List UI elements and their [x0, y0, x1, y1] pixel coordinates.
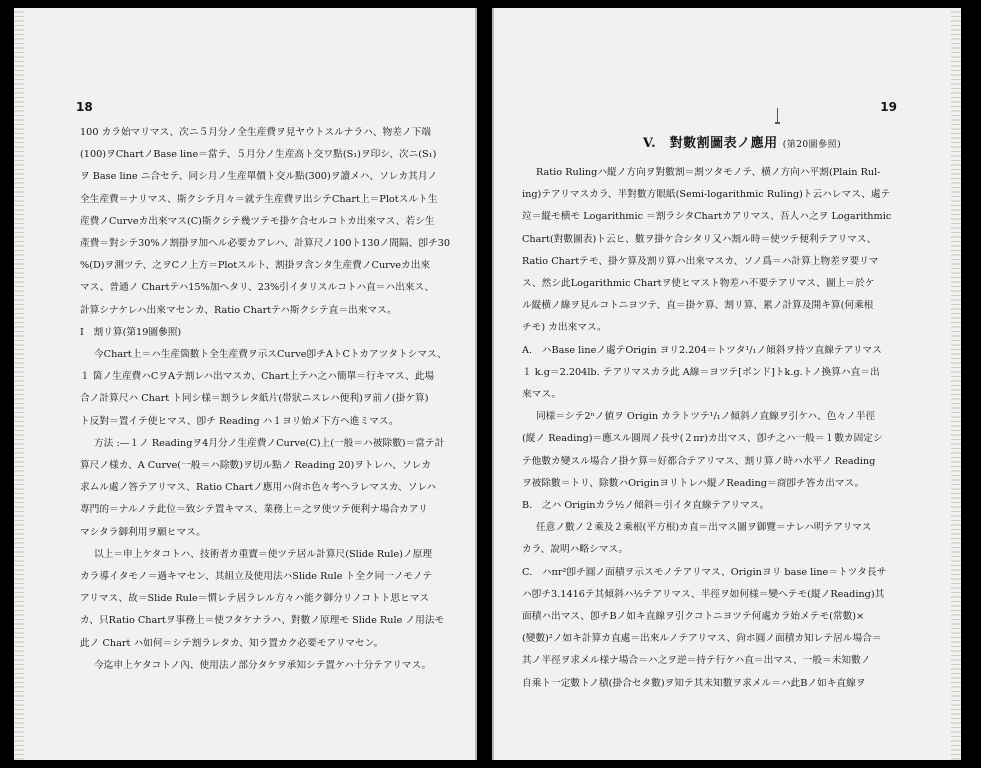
chapter-heading	[562, 132, 922, 151]
section-heading: I 割リ算(第19圖參照)	[80, 326, 182, 338]
text-line: 求ムル處ノ答テアリマス、Ratio Chartノ應用ハ尙ホ色々考ヘラレマスカ、ソレハ	[80, 482, 437, 494]
text-line: 以上＝申上ケタコトハ、技術者カ重寶＝使ツテ居ル計算尺(Slide Rule)ノ原理	[94, 548, 433, 560]
text-line: A. ハBase lineノ處テOrigin ヨリ2.204＝トツタ¹/₁ノ傾斜ヲ持ツ直線テアリマス	[522, 344, 882, 356]
text-line: 此ノ Chart ハ如何＝シテ割ラレタカ、知ラ置カク必要モアリマセン。	[80, 637, 384, 649]
scan-mark-icon	[777, 108, 778, 124]
text-line: ヲ被除數＝トリ、除數ハOriginヨリトレハ縦ノReading＝商卽チ答カ出マス。	[522, 477, 865, 489]
text-line: 產費＝對シテ30%ノ割掛ヲ加ヘル必要カアレハ、計算尺ノ100ト130ノ間隔、卽チ30	[80, 238, 451, 250]
text-line: 産費ノCurveカ出來マス(C)斯クシテ幾ツテモ掛ケ合セルコトカ出來マス、若シ生	[80, 215, 435, 227]
text-line: １ 箇ノ生産費ハCヲAテ割レハ出マスカ、Chart上テハ之ハ簡單＝行キマス、此場	[80, 371, 435, 383]
text-line: 合ノ計算尺ハ Chart ト同シ様＝割ラレタ紙片(帯狀ニスレハ便利)ヲ前ノ(掛ケ算)	[80, 393, 429, 405]
text-line: 方法 :—１ノ Readingヲ4月分ノ生産費ノCurve(C)上(一般＝ハ被除數)＝當テ計	[94, 437, 445, 449]
text-line: 面積ハ出マス、卽チBノ如キ直線ヲ引クコトニヨツテ何處カラ始メテモ(常數)×	[522, 611, 865, 623]
text-line: カラ、說明ハ略シマス。	[522, 544, 629, 556]
body-text	[522, 162, 927, 695]
text-line: (100)ヲChartノBase line＝當テ、５月分ノ生産高ト交ワ點(S₁)ヲ印シ、次ニ(S₁)	[80, 149, 437, 161]
text-line: Ratio Chartテモ、掛ケ算及割リ算ハ出來マスカ、ソノ爲＝ハ計算上物差ヲ要リマ	[522, 255, 879, 267]
text-line: ハ卽チ3.1416テ其傾斜ハ½テアリマス、半徑ヲ如何様＝變ヘテモ(縦ノReading)其	[522, 588, 885, 600]
text-line: アリマス、故＝Slide Rule＝慣レテ居ラレル方々ハ能ク御分リノコトト思ヒマス	[80, 593, 430, 605]
body-text	[80, 122, 472, 677]
text-line: ヲ Base line ニ合セテ、同シ月ノ生産單價ト交ル點(300)ヲ讀メハ、ソレカ其月ノ	[80, 171, 438, 183]
gutter-shadow	[492, 8, 494, 760]
text-line: 同様＝シテ2ⁿノ値ヲ Origin カラトツテ¹/₁ノ傾斜ノ直線ヲ引ケハ、色々ノ半徑	[536, 411, 876, 423]
page-number: 18	[76, 100, 93, 114]
text-line: 100 カラ始マリマス、次ニ５月分ノ全生産費ヲ見ヤウトスルナラハ、物差ノ下端	[80, 127, 431, 138]
text-line: 其ノ半徑ヲ求メル様ナ場合＝ハ之ヲ逆＝持テ行ケハ直＝出マス、一般＝未知數ノ	[522, 655, 871, 667]
page-edge	[951, 8, 961, 760]
text-line: C. ハπr²卽チ圓ノ面積ヲ示スモノテアリマス、Originヨリ base line＝トツタ長サ	[522, 566, 887, 578]
text-line: 今Chart上＝ハ生産箇數ト全生産費ヲ示スCurve卽チAトCトカアツタトシマス、	[94, 349, 447, 361]
text-line: %(D)ヲ測ツテ、之ヲCノ上方＝Plotスルト、割掛ヲ含ンタ生産費ノCurveカ出來	[80, 260, 431, 272]
text-line: 專門的＝ナルノテ此位＝致シテ置キマス、業務上＝之ヲ使ツテ便利ナ場合カアリ	[80, 504, 428, 516]
text-line: 算尺ノ様カ、A Curve(一般＝ハ除數)ヲ切ル點ノ Reading 20)ヲトレハ、ソレカ	[80, 460, 432, 472]
text-line: 任意ノ數ノ２乘及２乘根(平方根)カ直＝出マス圖ヲ御覽＝ナレハ明テアリマス	[536, 522, 872, 534]
text-line: 來マス。	[522, 389, 562, 401]
text-line: マス、普通ノ Chartテハ15%加ヘタリ、23%引イタリスルコトハ直＝ハ出來ス、	[80, 282, 435, 294]
text-line: １ k.g＝2.204lb. テアリマスカラ此 A線＝ヨツテ[ポンド]トk.g.トノ換算ハ直＝出	[522, 366, 880, 378]
text-line: 全生産費＝ナリマス、斯クシテ月々＝就テ生産費ヲ出シテChart上＝Plotスルト生	[80, 193, 438, 205]
text-line: カ、只Ratio Chartヲ事務上＝使フタケナラハ、對數ノ原理モ Slide Rule ノ用法モ	[80, 615, 445, 627]
left-page	[14, 8, 477, 760]
text-line: Ratio Rulingハ縦ノ方向ヲ對數割＝割ツタモノテ、横ノ方向ハ平割(Plain Rul-	[536, 167, 881, 178]
page-edge	[14, 8, 24, 760]
text-line: ス、然シ此Logarithmic Chartヲ使ヒマスト物差ハ不要テアリマス、圖上＝於ケ	[522, 278, 875, 290]
text-line: ル縦横ノ線ヲ見ルコトニヨツテ、直＝掛ケ算、割リ算、累ノ計算及開キ算(何乘根	[522, 300, 874, 312]
chapter-title: V. 對數割圖表ノ應用	[642, 136, 778, 151]
text-line: 計算シナケレハ出來マセンカ、Ratio Chartテハ斯クシテ直＝出來マス。	[80, 304, 397, 316]
text-line: 今迄申上ケタコトノ內、使用法ノ部分タケヲ承知シテ置ケハ十分テアリマス。	[94, 659, 432, 671]
text-line: ト反對＝置イテ使ヒマス、卽チ Reading ハ１ヨリ始メ下方ヘ進ミマス。	[80, 415, 399, 427]
text-line: チモ) カ出來マス。	[522, 322, 607, 334]
text-line: ing)テアリマスカラ、半對數方眼紙(Semi-logarithmic Ruling)ト云ハレマス、處テ	[522, 189, 891, 201]
text-line: カラ導イタモノ＝過キマセン、其組立及使用法ハSlide Rule ト全ク同一ノモノテ	[80, 571, 433, 583]
text-line: テ他數カ變スル場合ノ掛ケ算＝好都合テアリマス、割リ算ノ時ハ水平ノ Reading	[522, 455, 876, 467]
text-line: マシタラ御利用ヲ願ヒマス。	[80, 526, 206, 538]
text-line: B. 之ハ Originカラ½ノ傾斜＝引イタ直線テアリマス。	[522, 500, 770, 512]
text-line: (縦ノ Reading)＝應スル圓周ノ長サ(２πr)カ出マス、卽チ之ハ一般＝１數カ固定シ	[522, 433, 883, 445]
text-line: 自乘ト一定數トノ積(掛合セタ數)ヲ知テ其未知數ヲ求メル＝ハ此Bノ如キ直線ヲ	[522, 677, 866, 689]
text-line: Chart(對數圖表)ト云ヒ、數ヲ掛ケ合シタリ又ハ割ル時＝使ツテ便利テアリマス、	[522, 233, 877, 245]
figure-reference: (第20圖參照)	[782, 140, 842, 150]
gutter-shadow	[475, 8, 477, 760]
text-line: 竝＝縦モ横モ Logarithmic ＝割ラシタChartカアリマス、吾人ハ之ヲ Logarithmic	[522, 211, 892, 223]
text-line: (變數)²ノ如キ計算カ直處＝出來ルノテアリマス、尙ホ圓ノ面積カ知レテ居ル場合＝	[522, 633, 882, 645]
right-page	[492, 8, 961, 760]
page-number: 19	[880, 100, 897, 114]
